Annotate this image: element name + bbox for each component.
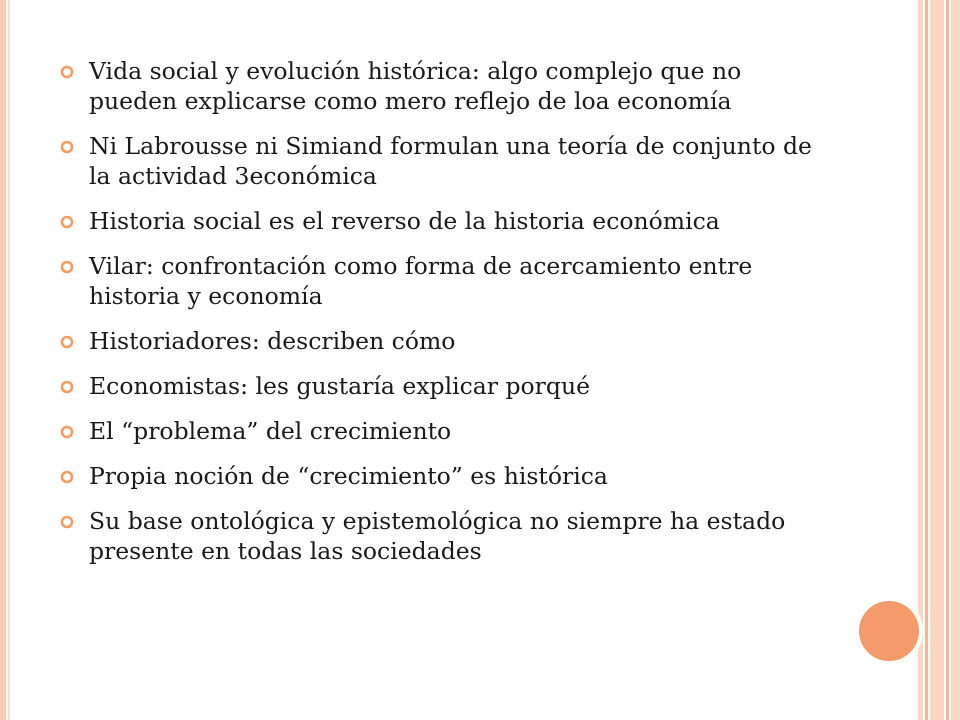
bullet-text: Propia noción de “crecimiento” es histórica	[89, 462, 608, 490]
bullet-text: Economistas: les gustaría explicar porqué	[89, 372, 591, 400]
open-circle-bullet-icon	[60, 335, 74, 349]
bullet-item	[60, 206, 820, 236]
open-circle-bullet-icon	[60, 425, 74, 439]
right-stripe-band	[925, 0, 928, 720]
open-circle-bullet-icon	[60, 515, 74, 529]
slide-content	[60, 56, 820, 581]
open-circle-bullet-icon	[60, 470, 74, 484]
bullet-list	[60, 56, 820, 566]
open-circle-bullet-icon	[60, 140, 74, 154]
right-stripe-band	[951, 0, 960, 720]
bullet-text: Su base ontológica y epistemológica no siempre ha estado presente en todas las sociedades	[89, 507, 786, 565]
open-circle-bullet-icon	[60, 380, 74, 394]
bullet-item	[60, 416, 820, 446]
bullet-text: Vida social y evolución histórica: algo complejo que no pueden explicarse como mero reflejo de loa economía	[89, 57, 742, 115]
bullet-item	[60, 56, 820, 116]
open-circle-bullet-icon	[60, 215, 74, 229]
bullet-item	[60, 326, 820, 356]
open-circle-bullet-icon	[60, 260, 74, 274]
bullet-text: El “problema” del crecimiento	[89, 417, 452, 445]
bullet-item	[60, 461, 820, 491]
open-circle-bullet-icon	[60, 65, 74, 79]
bullet-item	[60, 506, 820, 566]
bullet-text: Ni Labrousse ni Simiand formulan una teoría de conjunto de la actividad 3económica	[89, 132, 812, 190]
left-decorative-stripe	[0, 0, 6, 720]
bullet-text: Historiadores: describen cómo	[89, 327, 456, 355]
bullet-item	[60, 251, 820, 311]
right-stripe-band	[930, 0, 944, 720]
right-stripe-band	[946, 0, 949, 720]
right-decorative-stripes	[918, 0, 960, 720]
bullet-text: Historia social es el reverso de la historia económica	[89, 207, 720, 235]
bullet-item	[60, 371, 820, 401]
right-stripe-band	[918, 0, 923, 720]
bullet-item	[60, 131, 820, 191]
decorative-orange-circle	[855, 597, 923, 665]
bullet-text: Vilar: confrontación como forma de acercamiento entre historia y economía	[89, 252, 753, 310]
